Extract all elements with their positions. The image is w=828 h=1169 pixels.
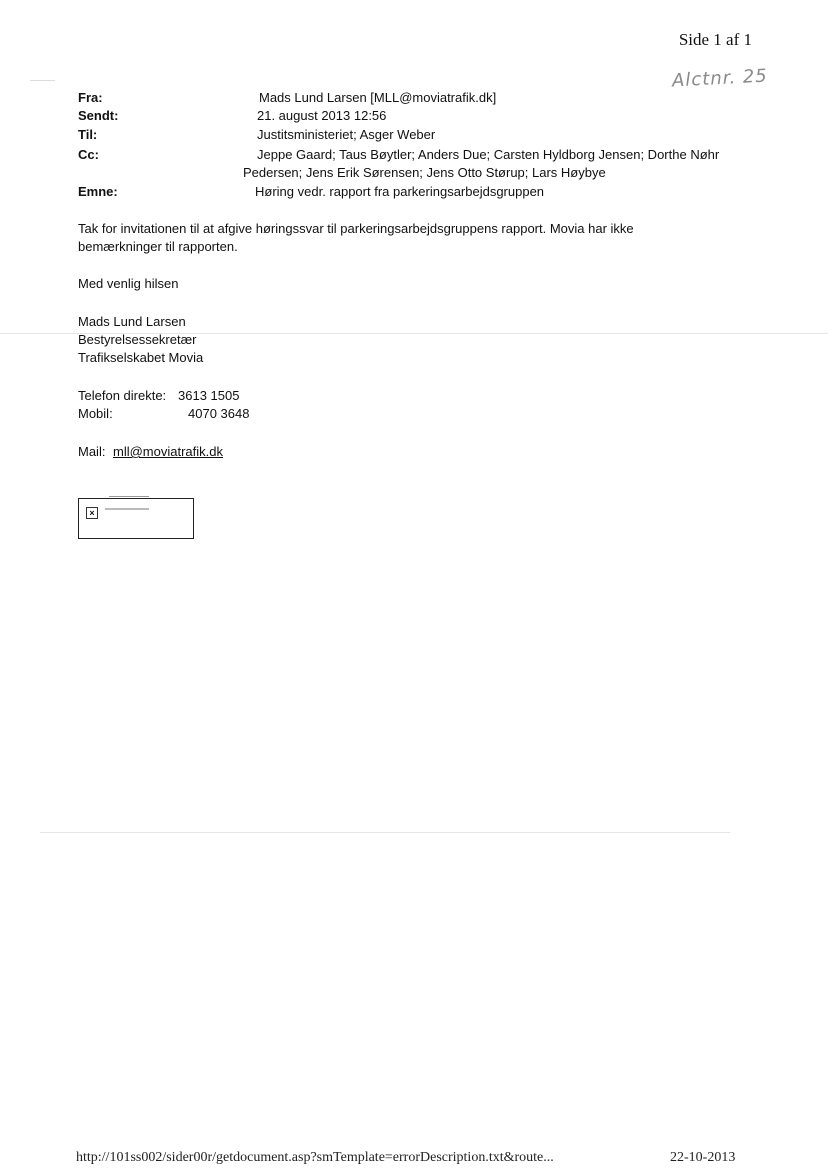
from-label: Fra: bbox=[78, 90, 103, 105]
to-label: Til: bbox=[78, 127, 98, 142]
signature-company: Trafikselskabet Movia bbox=[78, 350, 204, 365]
scan-line bbox=[40, 832, 730, 833]
placeholder-edge bbox=[109, 496, 149, 497]
subject-label: Emne: bbox=[78, 184, 118, 199]
greeting: Med venlig hilsen bbox=[78, 276, 179, 291]
footer-date: 22-10-2013 bbox=[670, 1150, 736, 1165]
scan-mark bbox=[30, 80, 55, 81]
broken-image-icon: × bbox=[86, 507, 98, 519]
mobile-value: 4070 3648 bbox=[188, 406, 250, 421]
subject-value: Høring vedr. rapport fra parkeringsarbejdsgruppen bbox=[255, 184, 545, 199]
body-paragraph-line1: Tak for invitationen til at afgive høringssvar til parkeringsarbejdsgruppens rapport. Movia har ikke bbox=[78, 221, 634, 236]
cc-value-line2: Pedersen; Jens Erik Sørensen; Jens Otto Størup; Lars Høybye bbox=[243, 165, 606, 180]
signature-title: Bestyrelsessekretær bbox=[78, 332, 197, 347]
mobile-label: Mobil: bbox=[78, 406, 113, 421]
from-value: Mads Lund Larsen [MLL@moviatrafik.dk] bbox=[259, 90, 497, 105]
mail-label: Mail: bbox=[78, 444, 106, 459]
placeholder-caption bbox=[105, 508, 149, 510]
phone-label: Telefon direkte: bbox=[78, 388, 167, 403]
cc-value-line1: Jeppe Gaard; Taus Bøytler; Anders Due; Carsten Hyldborg Jensen; Dorthe Nøhr bbox=[257, 147, 720, 162]
mail-link[interactable]: mll@moviatrafik.dk bbox=[113, 444, 223, 459]
page-number: Side 1 af 1 bbox=[678, 30, 752, 49]
sent-label: Sendt: bbox=[78, 108, 119, 123]
body-paragraph-line2: bemærkninger til rapporten. bbox=[78, 239, 238, 254]
handwritten-note: Alctnr. 25 bbox=[671, 65, 769, 92]
broken-image-placeholder bbox=[78, 498, 194, 539]
to-value: Justitsministeriet; Asger Weber bbox=[257, 127, 436, 142]
footer-url: http://101ss002/sider00r/getdocument.asp?smTemplate=errorDescription.txt&route... bbox=[76, 1150, 554, 1165]
signature-name: Mads Lund Larsen bbox=[78, 314, 186, 329]
cc-label: Cc: bbox=[78, 147, 99, 162]
sent-value: 21. august 2013 12:56 bbox=[257, 108, 387, 123]
phone-value: 3613 1505 bbox=[178, 388, 240, 403]
